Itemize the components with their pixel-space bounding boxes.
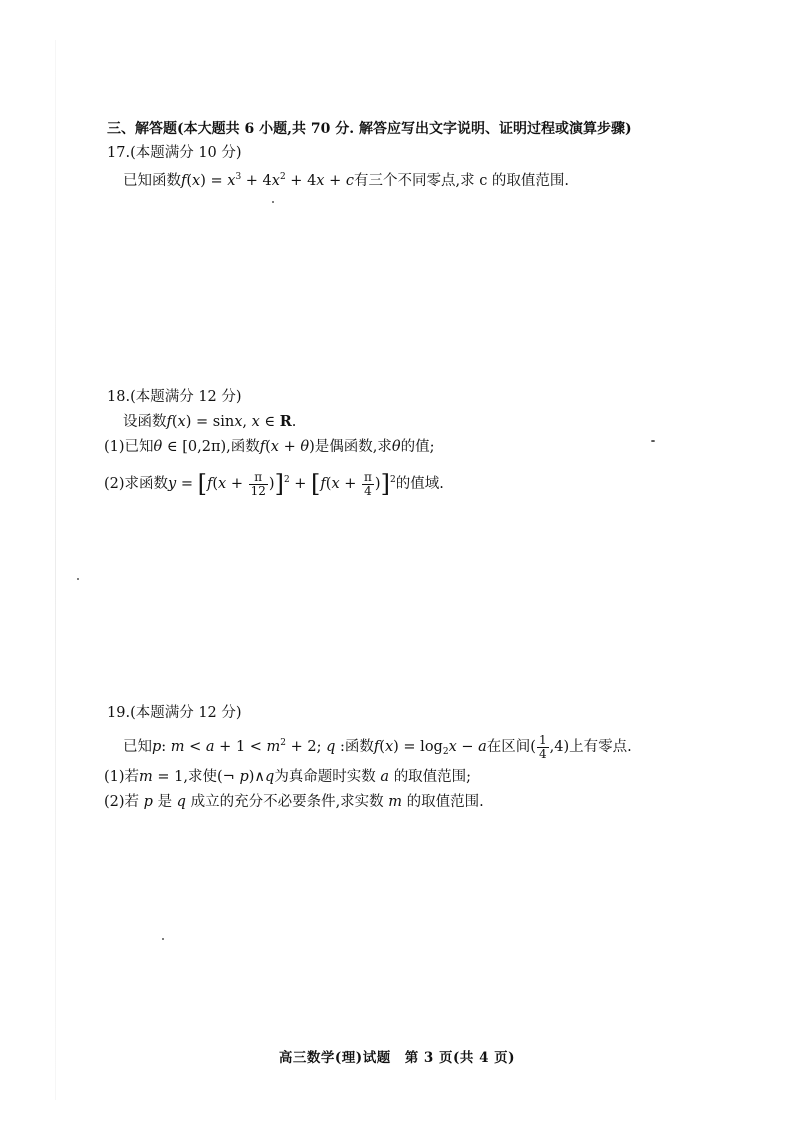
q19-part2-p: p — [143, 794, 153, 810]
q19-part1-e: 的取值范围; — [393, 769, 472, 785]
scan-speck — [651, 440, 655, 442]
q19-part2-d: 的取值范围. — [406, 794, 484, 810]
section-heading: 三、解答题(本大题共 6 小题,共 70 分. 解答应写出文字说明、证明过程或演算步骤) — [107, 121, 632, 137]
q18-part2 — [104, 470, 444, 498]
q19-part1-a: 若 — [124, 769, 140, 785]
q19-part1-m: m = 1 — [139, 769, 184, 785]
q19-stem-b: ; — [316, 739, 322, 755]
q18-score: (本题满分 12 分) — [130, 389, 242, 405]
q19-part2-c: 成立的充分不必要条件,求实数 — [190, 794, 384, 810]
q17-body — [123, 171, 569, 191]
scan-speck — [77, 578, 79, 580]
q18-part1-label: (1) — [104, 439, 125, 455]
q19-part1-d: 为真命题时实数 — [274, 769, 376, 785]
q18-part1-text-a: 已知 — [124, 439, 154, 455]
q19-part1-notp: ¬ p — [222, 769, 249, 785]
q18-part1-domain: θ ∈ [0,2π) — [153, 439, 227, 455]
q17-header — [107, 143, 242, 163]
q18-part1-text-b: ,函数 — [226, 439, 260, 455]
q18-part2-formula: y = [f(x + $\frac{\pi}{12}$ )]$^2$ + [f(x + $\frac{\pi}{4}$ )]$^2$ — [168, 469, 396, 498]
q18-part1 — [104, 437, 435, 457]
q19-number: 19. — [107, 705, 131, 721]
q18-number: 18. — [107, 389, 131, 405]
q17-formula: $f(x) = x^3 + 4x^2 + 4x + c$ — [181, 172, 354, 189]
q18-part1-fn: f(x + θ) — [259, 439, 315, 455]
scan-edge-shadow — [55, 40, 56, 1100]
q19-part2-a: 若 — [124, 794, 140, 810]
q17-number: 17. — [107, 145, 131, 161]
q19-stem-e: ,4)上有零点. — [549, 739, 632, 755]
q17-text-prefix: 已知函数 — [123, 173, 181, 189]
q19-stem — [123, 733, 632, 761]
q18-stem — [123, 412, 296, 432]
q19-score: (本题满分 12 分) — [130, 705, 242, 721]
q19-part1-a-var: a — [380, 769, 390, 785]
q18-part1-theta: θ — [391, 439, 401, 455]
q18-stem-prefix: 设函数 — [123, 414, 167, 430]
q18-header — [107, 387, 242, 407]
q19-p-def: p: $m < a + 1 < m^2 + 2$ — [152, 738, 317, 755]
q18-stem-formula: f(x) = sinx, x ∈ R. — [166, 413, 297, 430]
q18-part1-text-d: 的值; — [400, 439, 435, 455]
q19-stem-d: 在区间( — [486, 739, 536, 755]
q19-quarter-fraction: $\frac{1}{4}$ — [538, 732, 547, 761]
q18-part1-text-c: 是偶函数,求 — [314, 439, 392, 455]
q18-part2-label: (2) — [104, 476, 125, 492]
q19-part2-label: (2) — [104, 794, 125, 810]
scan-speck — [272, 201, 274, 203]
q19-part2-q: q — [176, 794, 186, 810]
q19-part1-b: ,求使( — [183, 769, 223, 785]
q17-text-suffix: 有三个不同零点,求 c 的取值范围. — [353, 173, 570, 189]
q19-stem-c: :函数 — [340, 739, 374, 755]
q19-stem-a: 已知 — [123, 739, 152, 755]
q18-part2-prefix: 求函数 — [124, 476, 169, 492]
q19-part1-q: q — [265, 769, 275, 785]
page-footer: 高三数学(理)试题 第 3 页(共 4 页) — [278, 1050, 516, 1066]
q19-part2 — [104, 792, 484, 812]
q19-part2-m: m — [388, 794, 403, 810]
q19-part2-b: 是 — [157, 794, 173, 810]
q18-part2-suffix: 的值域. — [395, 476, 444, 492]
q19-header — [107, 703, 242, 723]
scan-speck — [162, 938, 164, 940]
q17-score: (本题满分 10 分) — [130, 145, 242, 161]
q19-part1-label: (1) — [104, 769, 125, 785]
q19-part1 — [104, 767, 471, 787]
q19-q-symbol: q — [326, 739, 336, 755]
q19-fn: $f(x) = \log_2x - a$ — [373, 739, 487, 757]
q19-part1-c: )∧ — [248, 769, 266, 785]
